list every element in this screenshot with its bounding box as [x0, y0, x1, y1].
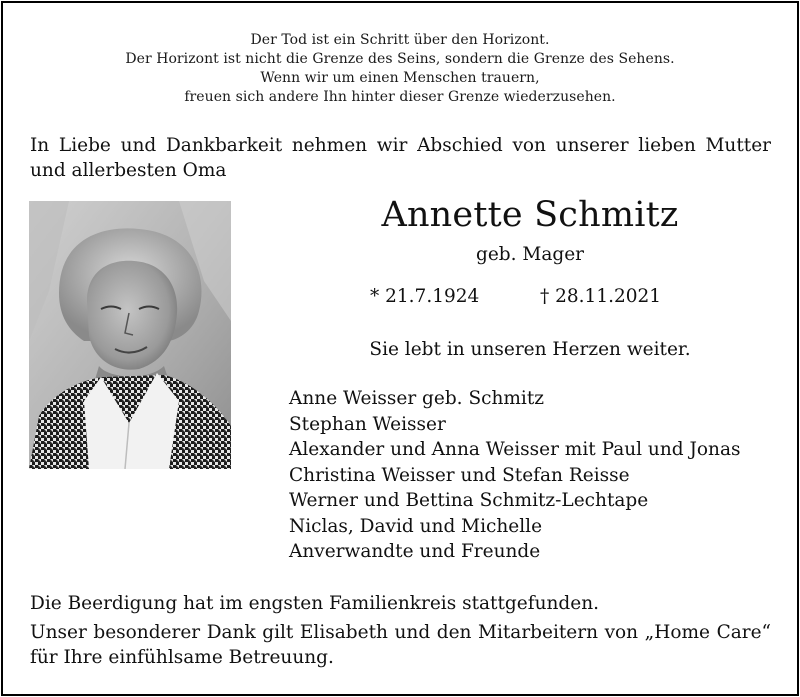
burial-note: Die Beerdigung hat im engsten Familienkreis stattgefunden. — [30, 593, 599, 614]
death-date: † 28.11.2021 — [540, 286, 662, 307]
quote-line-4: freuen sich andere Ihn hinter dieser Grenze wiederzusehen. — [184, 89, 616, 105]
quote-line-3: Wenn wir um einen Menschen trauern, — [260, 70, 540, 86]
mourner-entry: Alexander und Anna Weisser mit Paul und Jonas — [289, 439, 741, 460]
mourner-entry: Christina Weisser und Stefan Reisse — [289, 464, 630, 486]
portrait-photo — [29, 201, 231, 469]
memorial-line: Sie lebt in unseren Herzen weiter. — [369, 339, 691, 360]
mourner-entry: Werner und Bettina Schmitz-Lechtape — [289, 490, 649, 511]
birth-date: * 21.7.1924 — [370, 286, 480, 307]
deceased-name: Annette Schmitz — [381, 195, 679, 235]
mourner-entry: Niclas, David und Michelle — [289, 515, 543, 537]
intro-text: In Liebe und Dankbarkeit nehmen wir Abschied von unserer lieben Mutter und allerbesten Oma — [30, 135, 771, 181]
quote-line-1: Der Tod ist ein Schritt über den Horizont. — [250, 32, 550, 48]
mourners-list — [289, 386, 740, 565]
mourner-entry: Stephan Weisser — [289, 413, 446, 435]
maiden-name: geb. Mager — [475, 244, 584, 265]
thanks-note: Unser besonderer Dank gilt Elisabeth und den Mitarbeitern von „Home Care“ für Ihre einfühlsame Betreuung. — [30, 622, 771, 668]
mourner-entry: Anne Weisser geb. Schmitz — [289, 388, 545, 409]
quote-line-2: Der Horizont ist nicht die Grenze des Seins, sondern die Grenze des Sehens. — [125, 51, 675, 67]
mourner-entry: Anverwandte und Freunde — [289, 541, 541, 562]
